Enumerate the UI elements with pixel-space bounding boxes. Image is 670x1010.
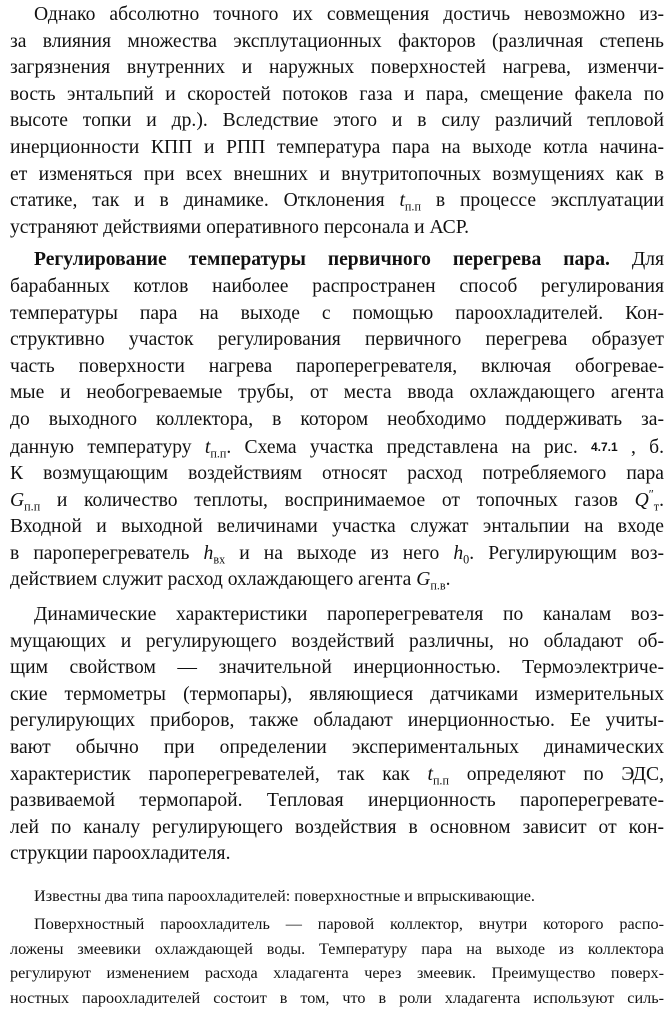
text-span: действием служит расход охлаждающего агента (10, 569, 417, 591)
paragraph-4 (10, 884, 664, 908)
math-symbol: h (453, 542, 464, 564)
text-line: струкции пароохладителя. (10, 843, 231, 865)
math-subscript: п.п (432, 772, 449, 787)
text-line: вость энтальпий и скоростей потоков газа и пара, смещение факела по (10, 83, 664, 105)
text-span: . Регулирующим воз- (469, 542, 664, 564)
paragraph-1 (10, 2, 664, 241)
text-line: К возмущающим воздействиям относят расход потребляемого пара (10, 463, 664, 485)
math-symbol: h (203, 542, 214, 564)
text-span: в процессе эксплуатации (420, 190, 664, 212)
text-line: ложены змеевики охлаждающей воды. Температуру пара на выходе из коллектора (10, 939, 664, 958)
text-line (10, 541, 664, 568)
text-span: определяют по ЭДС, (448, 763, 664, 785)
text-line: вают обычно при определении экспериментальных динамических (10, 737, 664, 759)
text-line (10, 567, 664, 594)
paragraph-3 (10, 602, 664, 868)
text-line: Однако абсолютно точного их совмещения достичь невозможно из- (34, 4, 664, 25)
text-span: и на выходе из него (225, 542, 454, 564)
math-symbol: Q (634, 489, 649, 511)
text-span: статике, так и в динамике. Отклонения (10, 190, 385, 212)
math-subscript: п.в (430, 578, 446, 593)
text-line: лей по каналу регулирующего воздействия в основном зависит от кон- (10, 816, 664, 838)
text-span: в пароперегреватель (10, 542, 204, 564)
text-line: Динамические характеристики пароперегревателя по каналам воз- (34, 604, 664, 626)
text-line: мущающих и регулирующего воздействий различны, но обладают об- (10, 630, 664, 652)
math-subscript: п.п (24, 498, 41, 513)
text-line: регулируют изменением расхода хладагента через змеевик. Преимущество поверх- (10, 964, 664, 983)
paragraph-5 (10, 912, 664, 1010)
text-span: Для (609, 249, 664, 271)
text-span: характеристик пароперегревателей, так как (10, 763, 428, 785)
text-line: ские термометры (термопары), являющиеся датчиками измерительных (10, 683, 664, 705)
text-line: за влияния множества эксплутационных факторов (различная степень (10, 30, 664, 52)
text-line: высоте топки и др.). Вследствие этого и в силу различий тепловой (10, 110, 664, 132)
math-symbol: t (204, 436, 211, 458)
text-line: инерционности КПП и РПП температура пара на выходе котла начина- (10, 136, 664, 158)
text-line (10, 434, 664, 462)
math-symbol: t (427, 763, 433, 785)
text-line: ностных пароохладителей состоит в том, что в роли хладагента используют силь- (10, 988, 664, 1007)
text-line: Поверхностный пароохладитель — паровой коллектор, внутри которого распо- (34, 915, 664, 934)
text-span: . (659, 489, 664, 511)
text-span: , б. (617, 436, 664, 458)
text-line (10, 488, 664, 515)
text-line (10, 188, 664, 215)
section-heading: Регулирование температуры первичного перегрева пара. (34, 249, 610, 271)
math-symbol: G (10, 489, 25, 511)
text-span: . Схема участка представлена на рис. (226, 436, 591, 458)
text-line (10, 247, 664, 274)
text-line: до выходного коллектора, в котором необходимо поддерживать за- (10, 408, 664, 430)
math-subscript: п.п (210, 445, 227, 460)
text-line (10, 762, 664, 789)
text-line: регулирующих приборов, также обладают инерционностью. Ее учиты- (10, 710, 664, 732)
math-subscript: т (653, 498, 660, 513)
text-line: барабанных котлов наиболее распространен способ регулирования (10, 275, 664, 297)
figure-reference: 4.7.1 (591, 439, 618, 454)
text-line: температуры пара на выходе с помощью пароохладителей. Кон- (10, 302, 664, 324)
text-line: ет изменяться при всех внешних и внутритопочных возмущениях как в (10, 163, 664, 185)
text-line: загрязнения внутренних и наружных поверхностей нагрева, изменчи- (10, 57, 664, 79)
math-symbol: t (399, 190, 405, 212)
text-line: щим свойством — значительной инерционностью. Термоэлектриче- (10, 657, 664, 679)
math-symbol: G (416, 569, 431, 591)
math-superscript: ″ (648, 487, 654, 502)
paragraph-2 (10, 247, 664, 594)
text-line: структивно участок регулирования первичного перегрева образует (10, 329, 664, 351)
text-line: часть поверхности нагрева пароперегревателя, включая обогревае- (10, 355, 664, 377)
math-subscript: вх (213, 552, 226, 567)
text-line: Известны два типа пароохладителей: поверхностные и впрыскивающие. (34, 887, 535, 905)
text-line: мые и необогреваемые трубы, от места ввода охлаждающего агента (10, 382, 664, 404)
text-line: Входной и выходной величинами участка служат энтальпии на входе (10, 516, 664, 538)
math-subscript: п.п (404, 199, 421, 214)
text-span: данную температуру (10, 436, 205, 458)
text-line: устраняют действиями оперативного персонала и АСР. (10, 216, 470, 238)
text-line: развиваемой термопарой. Тепловая инерционность пароперегревате- (10, 790, 664, 812)
text-span: и количество теплоты, воспринимаемое от топочных газов (40, 489, 635, 511)
text-span: . (445, 569, 451, 591)
math-subscript: 0 (463, 552, 470, 567)
